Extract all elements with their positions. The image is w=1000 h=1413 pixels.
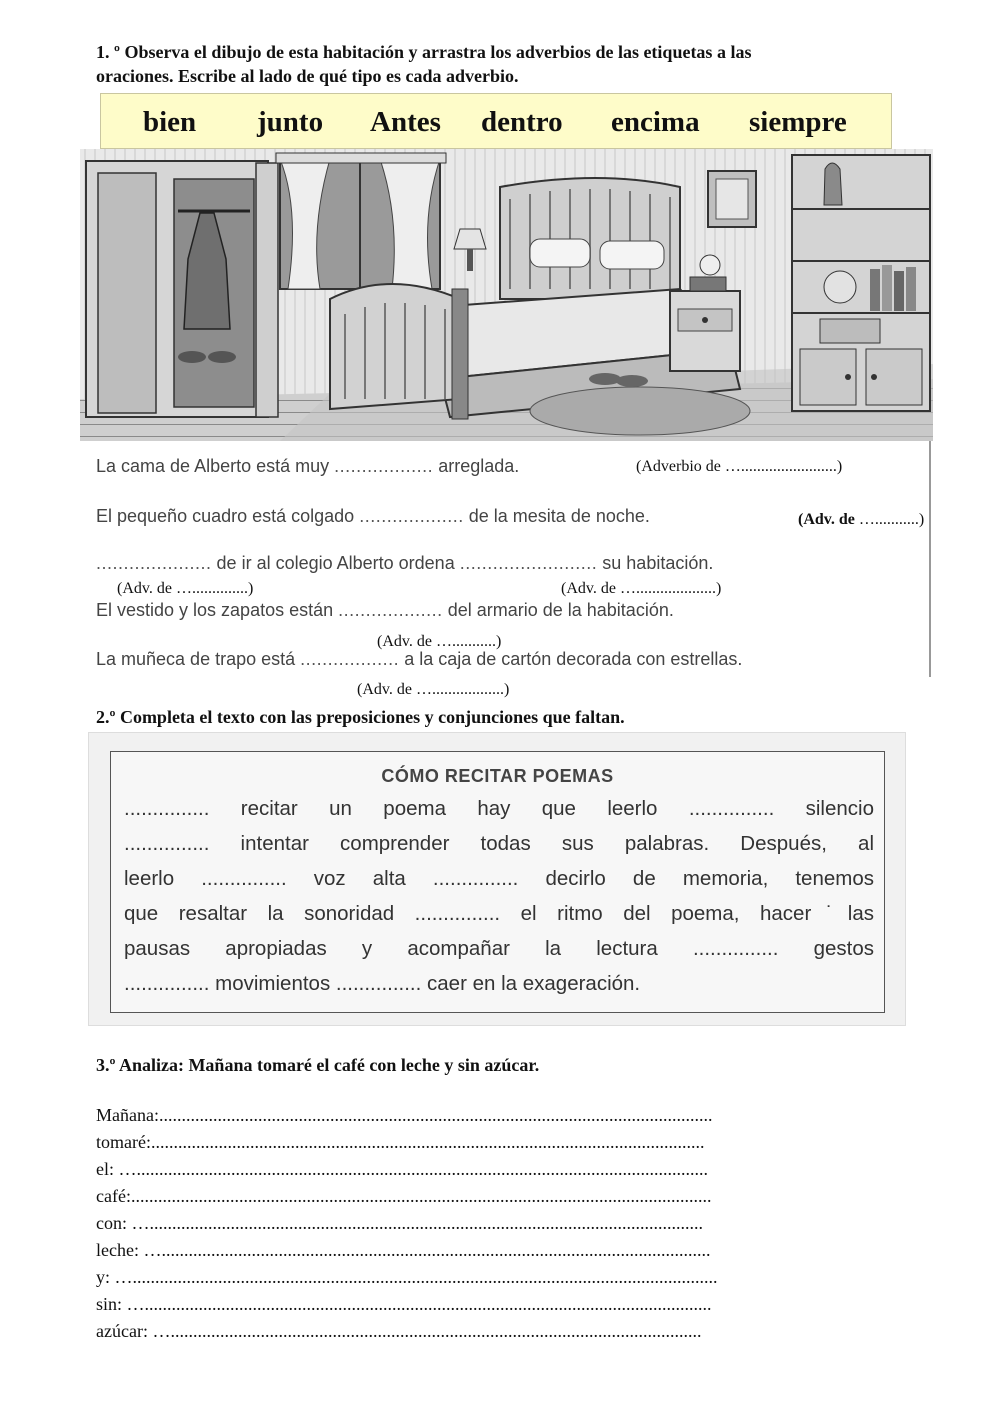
- poem-box: [88, 732, 906, 1026]
- sentence-2-hint[interactable]: [798, 510, 924, 530]
- exercise-1-title-line-1: 1. º Observa el dibujo de esta habitación y arrastra los adverbios de las etiquetas a las: [96, 42, 752, 62]
- poem-frame: [110, 751, 885, 1013]
- poem-line-2[interactable]: ............... intentar comprender todas sus palabras. Después, al: [124, 832, 874, 855]
- sentence-4-before: El vestido y los zapatos están: [96, 600, 334, 620]
- exercise-2-title: 2.º Completa el texto con las preposiciones y conjunciones que faltan.: [96, 707, 625, 727]
- poem-line-1[interactable]: ............... recitar un poema hay que leerlo ............... silencio: [124, 797, 874, 820]
- word-tag-junto[interactable]: junto: [257, 106, 324, 138]
- word-tag-dentro[interactable]: dentro: [481, 106, 563, 138]
- exercise-3-title: 3.º Analiza: Mañana tomaré el café con leche y sin azúcar.: [96, 1055, 540, 1075]
- sentence-2-hint-label: (Adv. de: [798, 511, 855, 528]
- word-tag-encima[interactable]: encima: [611, 106, 700, 138]
- word-tag-bien[interactable]: bien: [143, 106, 197, 138]
- poem-line-3[interactable]: leerlo ............... voz alta ............... decirlo de memoria, tenemos: [124, 867, 874, 890]
- exercise-1-title-line-2: oraciones. Escribe al lado de qué tipo es cada adverbio.: [96, 66, 519, 86]
- sentence-3-middle: de ir al colegio Alberto ordena: [216, 553, 455, 573]
- sentence-4-after: del armario de la habitación.: [447, 600, 674, 620]
- word-tag-antes[interactable]: Antes: [370, 106, 441, 138]
- analysis-line-sin[interactable]: sin: …..............................................................................................................................: [96, 1294, 712, 1314]
- sentence-5: [96, 648, 742, 670]
- sentence-5-blank[interactable]: ..................: [300, 649, 400, 669]
- sentence-3-blank-2[interactable]: .........................: [459, 553, 598, 573]
- sentences-border-line: [929, 441, 931, 677]
- analysis-line-el[interactable]: el: …...............................................................................................................................: [96, 1159, 708, 1179]
- sentence-1-before: La cama de Alberto está muy: [96, 456, 330, 476]
- bookshelf-drawing: [792, 155, 930, 411]
- bedroom-illustration: [80, 149, 933, 441]
- analysis-line-manana[interactable]: Mañana:...........................................................................................................................: [96, 1105, 713, 1125]
- sentence-4-blank[interactable]: ...................: [338, 600, 443, 620]
- word-bank: [100, 93, 892, 149]
- window-drawing: [276, 153, 446, 289]
- sentence-2-after: de la mesita de noche.: [468, 506, 650, 526]
- picture-frame-drawing: [708, 171, 756, 227]
- sentence-5-after: a la caja de cartón decorada con estrellas.: [404, 649, 743, 669]
- sentence-4-hint[interactable]: (Adv. de …...........): [377, 633, 502, 650]
- analysis-line-con[interactable]: con: …...........................................................................................................................: [96, 1213, 703, 1233]
- sentence-1: [96, 455, 519, 477]
- analysis-line-cafe[interactable]: café:.................................................................................................................................: [96, 1186, 712, 1206]
- sentence-3-blank-1[interactable]: .....................: [96, 553, 212, 573]
- sentence-2-before: El pequeño cuadro está colgado: [96, 506, 355, 526]
- wardrobe-drawing: [86, 161, 278, 417]
- sentence-3-hint-1[interactable]: (Adv. de …..............): [117, 580, 254, 597]
- sentence-2: [96, 505, 650, 527]
- sentence-3-hint-2[interactable]: (Adv. de …....................): [561, 580, 722, 597]
- sentence-3: [96, 552, 713, 574]
- poem-line-4[interactable]: que resaltar la sonoridad ............... el ritmo del poema, hacer˙las: [124, 902, 874, 925]
- analysis-line-y[interactable]: y: …..................................................................................................................................: [96, 1267, 718, 1287]
- analysis-line-azucar[interactable]: azúcar: …......................................................................................................................: [96, 1321, 702, 1341]
- word-tag-siempre[interactable]: siempre: [749, 106, 847, 138]
- analysis-line-leche[interactable]: leche: …..........................................................................................................................: [96, 1240, 711, 1260]
- sentence-1-hint[interactable]: (Adverbio de …........................): [636, 458, 843, 475]
- analysis-line-tomare[interactable]: tomaré:...........................................................................................................................: [96, 1132, 705, 1152]
- sentence-2-blank[interactable]: ...................: [359, 506, 464, 526]
- poem-line-5[interactable]: pausas apropiadas y acompañar la lectura ............... gestos: [124, 937, 874, 960]
- sentence-2-hint-dots: …...........): [854, 511, 925, 528]
- poem-title: CÓMO RECITAR POEMAS: [381, 766, 614, 786]
- poem-line-6[interactable]: ............... movimientos ............... caer en la exageración.: [124, 972, 641, 995]
- sentence-3-after: su habitación.: [602, 553, 714, 573]
- sentence-5-hint[interactable]: (Adv. de …..................): [357, 681, 510, 698]
- sentence-5-before: La muñeca de trapo está: [96, 649, 296, 669]
- sentence-1-blank[interactable]: ..................: [334, 456, 434, 476]
- sentence-4: [96, 599, 674, 621]
- sentence-1-after: arreglada.: [438, 456, 520, 476]
